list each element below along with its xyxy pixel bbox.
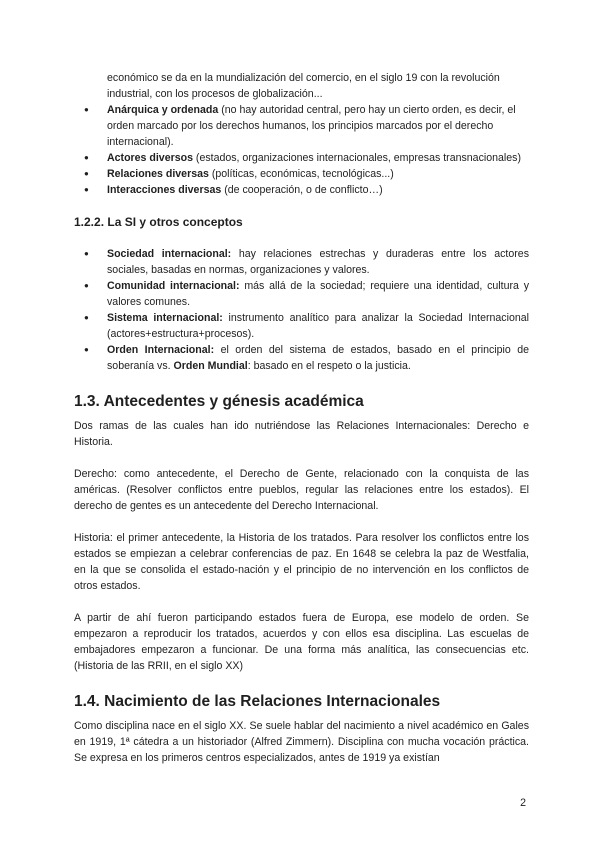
list-item xyxy=(74,150,529,166)
list-item-desc: (estados, organizaciones internacionales, empresas transnacionales) xyxy=(192,152,521,164)
concepts-list xyxy=(74,246,529,374)
bullet-continuation: económico se da en la mundialización del comercio, en el siglo 19 con la revolución industrial, con los procesos de globalización... xyxy=(107,72,500,100)
list-item-desc: (políticas, económicas, tecnológicas...) xyxy=(208,168,394,180)
paragraph: A partir de ahí fueron participando estados fuera de Europa, ese modelo de orden. Se empezaron a reproducir los tratados, acuerdos y con ellos esa disciplina. Las escuelas de embajadores empezaron a funcionar. De una forma más analítica, las consecuencias etc. (Historia de las RRII, en el siglo XX) xyxy=(74,612,529,672)
section-heading-1-3: 1.3. Antecedentes y génesis académica xyxy=(74,393,364,410)
list-item-desc: más allá de la sociedad; requiere una identidad, cultura y valores comunes. xyxy=(107,280,529,308)
list-item-term-2: Orden Mundial xyxy=(173,360,248,372)
list-item-desc: instrumento analítico para analizar la Sociedad Internacional (actores+estructura+procesos). xyxy=(107,312,529,340)
list-item-desc-2: : basado en el respeto o la justicia. xyxy=(247,360,411,372)
list-item-desc: hay relaciones estrechas y duraderas entre los actores sociales, basadas en normas, organizaciones y valores. xyxy=(107,248,529,276)
paragraph: Como disciplina nace en el siglo XX. Se suele hablar del nacimiento a nivel académico en Gales en 1919, 1ª cátedra a un historiador (Alfred Zimmern). Disciplina con mucha vocación práctica. Se expresa en los primeros centros especializados, antes de 1919 ya existían xyxy=(74,720,529,764)
section-heading-1-2-2: 1.2.2. La SI y otros conceptos xyxy=(74,215,243,229)
list-item xyxy=(74,310,529,342)
section-heading-1-4: 1.4. Nacimiento de las Relaciones Internacionales xyxy=(74,693,441,710)
list-item xyxy=(74,278,529,310)
list-item xyxy=(74,102,529,150)
list-item xyxy=(74,342,529,374)
list-item xyxy=(74,246,529,278)
list-item-term: Comunidad internacional: xyxy=(107,280,240,292)
list-item-desc: (no hay autoridad central, pero hay un cierto orden, es decir, el orden marcado por los derechos humanos, los principios marcados por el derecho internacional). xyxy=(107,104,516,148)
list-item-term: Sistema internacional: xyxy=(107,312,223,324)
paragraph: Derecho: como antecedente, el Derecho de Gente, relacionado con la conquista de las américas. (Resolver conflictos entre pueblos, regular las relaciones entre los estados). El derecho de gentes es un antecedente del Derecho Internacional. xyxy=(74,468,529,512)
list-item-term: Interacciones diversas xyxy=(107,184,222,196)
page-content xyxy=(74,70,529,766)
list-item-term: Relaciones diversas xyxy=(107,168,209,180)
list-item-term: Anárquica y ordenada xyxy=(107,104,219,116)
paragraph: Dos ramas de las cuales han ido nutriéndose las Relaciones Internacionales: Derecho e Historia. xyxy=(74,420,529,448)
list-item-term: Orden Internacional: xyxy=(107,344,215,356)
list-item xyxy=(74,166,529,182)
list-item-term: Actores diversos xyxy=(107,152,193,164)
paragraph: Historia: el primer antecedente, la Historia de los tratados. Para resolver los conflictos entre los estados se empiezan a celebrar conferencias de paz. En 1648 se celebra la paz de Westfalia, en la que se consolida el estado-nación y el principio de no intervención en los conflictos de otros estados. xyxy=(74,532,529,592)
features-list xyxy=(74,102,529,198)
page-number: 2 xyxy=(520,797,526,809)
list-item-desc: el orden del sistema de estados, basado en el principio de soberanía vs. xyxy=(107,344,529,372)
list-item xyxy=(74,182,529,198)
list-item-desc: (de cooperación, o de conflicto…) xyxy=(221,184,383,196)
list-item-term: Sociedad internacional: xyxy=(107,248,232,260)
